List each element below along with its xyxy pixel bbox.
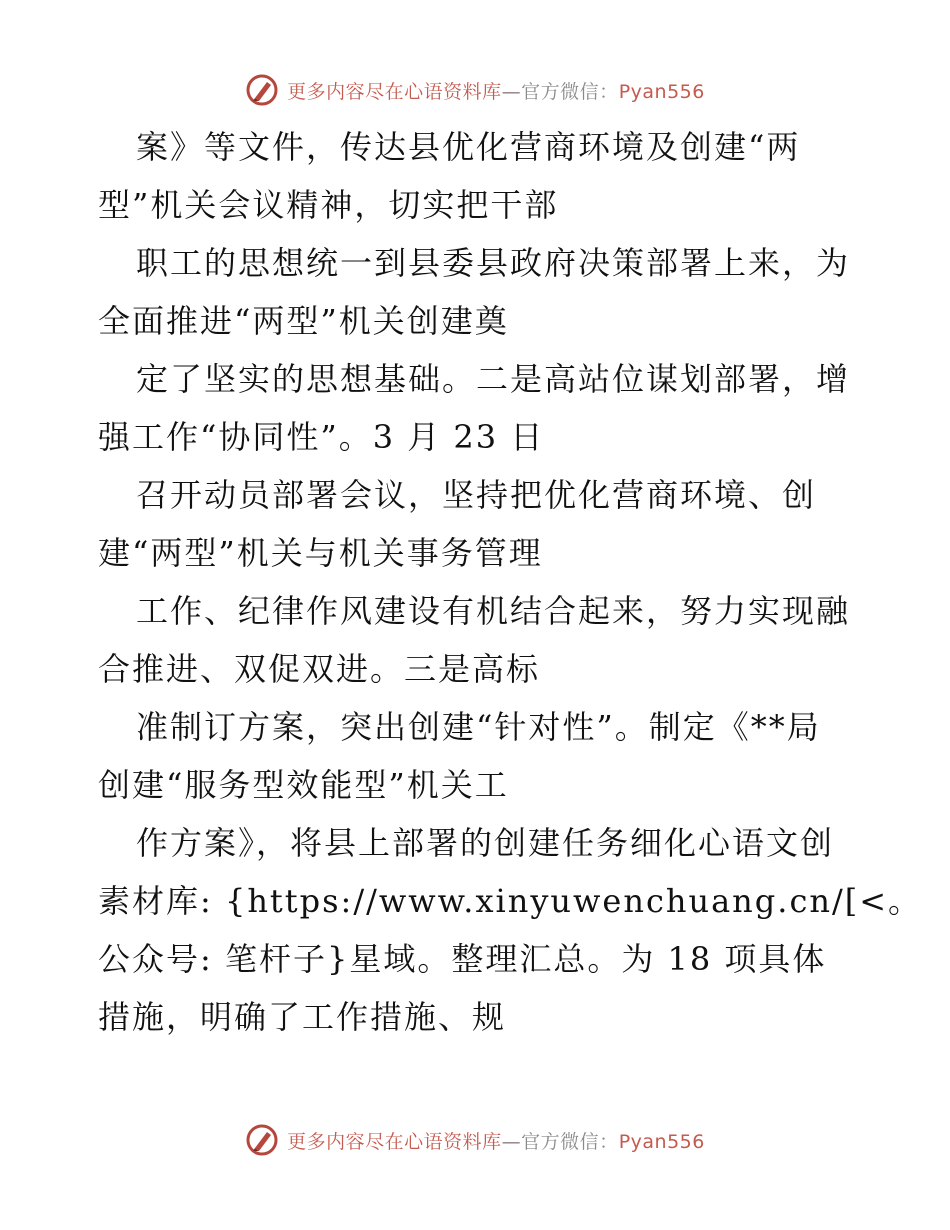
text-line: 素材库: {https://www.xinyuwenchuang.cn/[<。 [98, 882, 923, 920]
header-watermark [0, 70, 950, 110]
text-line: 召开动员部署会议，坚持把优化营商环境、创 [136, 476, 817, 514]
pen-logo-icon [245, 73, 279, 107]
text-line: 全面推进“两型”机关创建奠 [98, 302, 509, 340]
text-line: 工作、纪律作风建设有机结合起来，努力实现融 [136, 592, 851, 630]
watermark-separator: — [501, 1130, 522, 1153]
watermark-wechat-label: 官方微信： [521, 80, 619, 103]
text-line: 强工作“协同性”。3 月 23 日 [98, 418, 545, 456]
footer-watermark [0, 1120, 950, 1160]
text-line: 措施，明确了工作措施、规 [98, 998, 507, 1036]
text-line: 准制订方案，突出创建“针对性”。制定《**局 [136, 708, 821, 746]
watermark-text [287, 1127, 705, 1154]
text-line: 案》等文件，传达县优化营商环境及创建“两 [136, 128, 801, 166]
body-paragraph [98, 118, 923, 1046]
text-line: 合推进、双促双进。三是高标 [98, 650, 541, 688]
pen-logo-icon [245, 1123, 279, 1157]
text-line: 作方案》，将县上部署的创建任务细化心语文创 [136, 824, 835, 862]
text-line: 定了坚实的思想基础。二是高站位谋划部署，增 [136, 360, 851, 398]
text-line: 职工的思想统一到县委县政府决策部署上来，为 [136, 244, 851, 282]
watermark-wechat-label: 官方微信： [521, 1130, 619, 1153]
watermark-separator: — [501, 80, 522, 103]
watermark-main-text: 更多内容尽在心语资料库 [287, 1130, 502, 1153]
text-line: 型”机关会议精神，切实把干部 [98, 186, 559, 224]
watermark-wechat-id: Pyan556 [618, 1130, 705, 1153]
watermark-wechat-id: Pyan556 [618, 80, 705, 103]
document-body [98, 118, 923, 1046]
text-line: 公众号: 笔杆子}星域。整理汇总。为 18 项具体 [98, 940, 827, 978]
text-line: 创建“服务型效能型”机关工 [98, 766, 509, 804]
watermark-main-text: 更多内容尽在心语资料库 [287, 80, 502, 103]
watermark-text [287, 77, 705, 104]
text-line: 建“两型”机关与机关事务管理 [98, 534, 543, 572]
